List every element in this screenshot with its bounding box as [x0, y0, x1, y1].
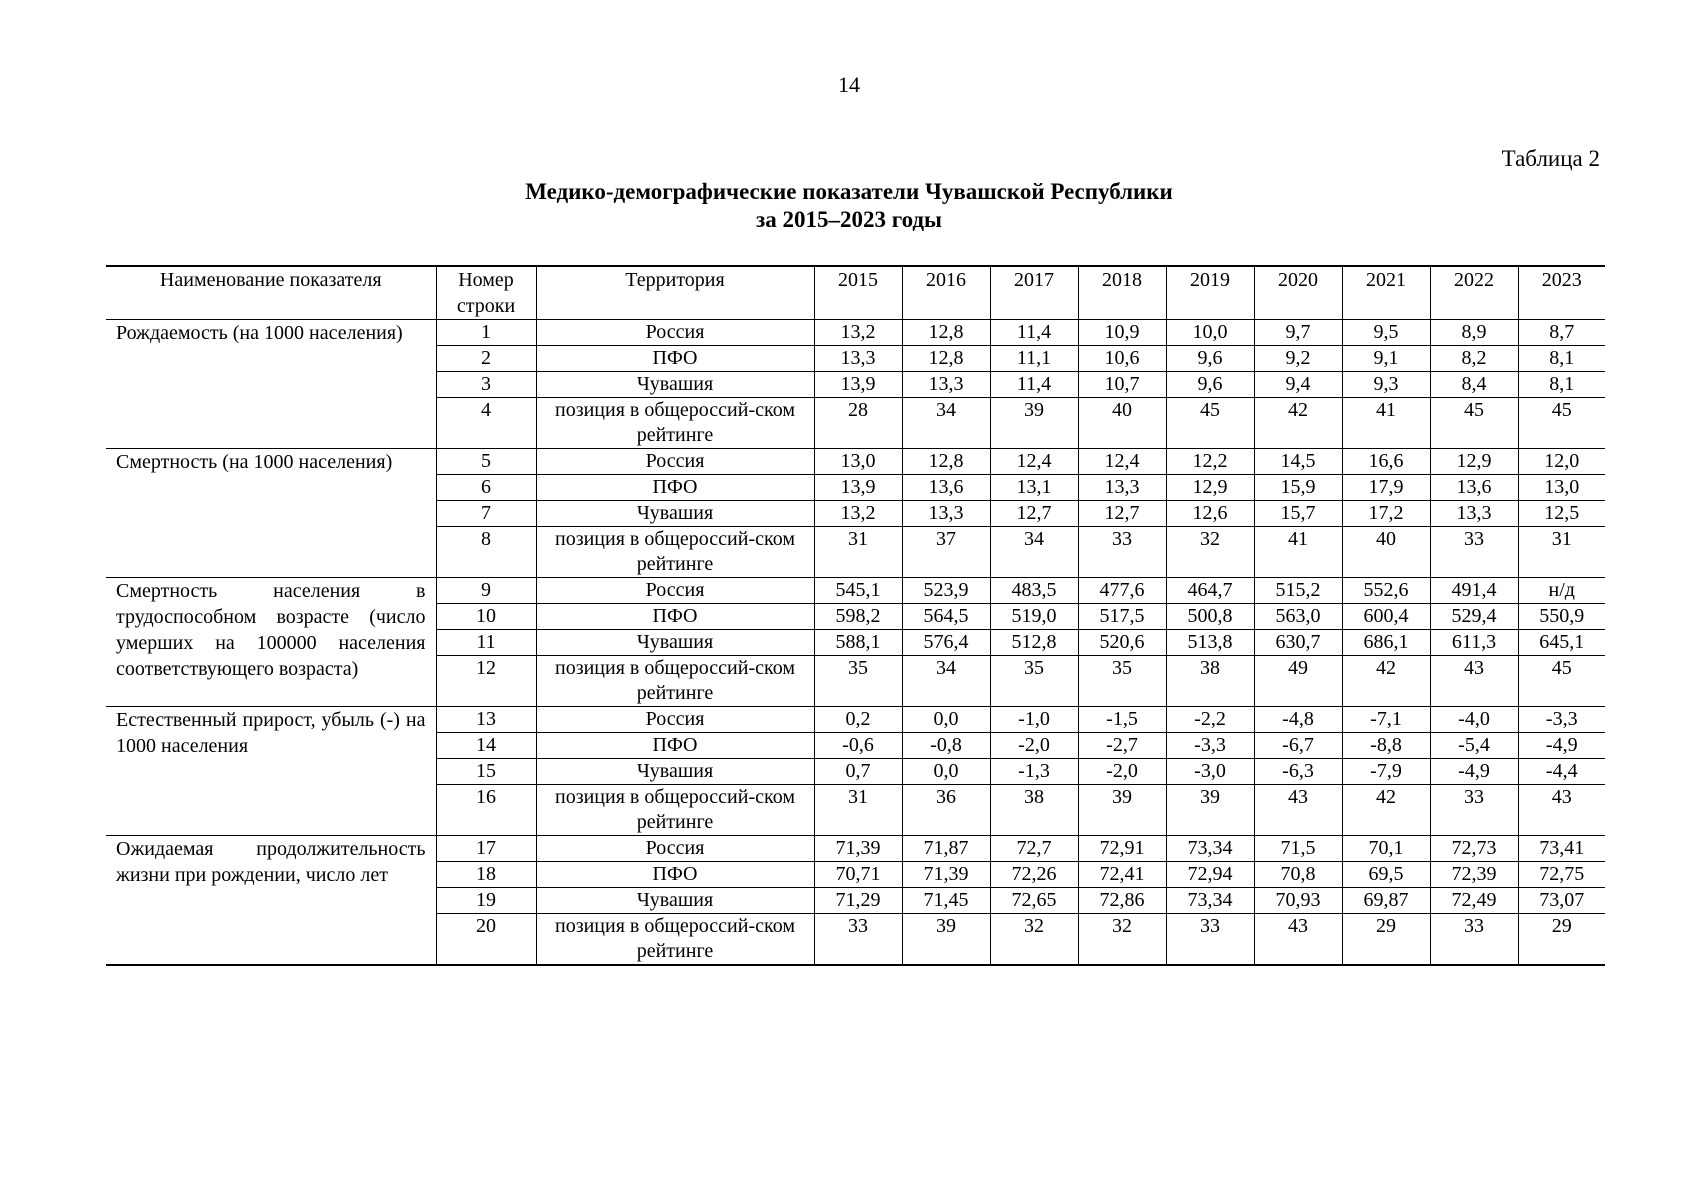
territory-cell: позиция в общероссий-ском рейтинге	[536, 785, 814, 836]
row-number-cell: 7	[436, 501, 536, 527]
value-cell: 72,26	[990, 862, 1078, 888]
value-cell: 73,41	[1518, 836, 1605, 862]
value-cell: 491,4	[1430, 578, 1518, 604]
territory-cell: Чувашия	[536, 759, 814, 785]
value-cell: 9,2	[1254, 346, 1342, 372]
table-body	[106, 320, 1605, 966]
table-label: Таблица 2	[1501, 146, 1600, 171]
value-cell: 13,3	[1430, 501, 1518, 527]
value-cell: 0,0	[902, 759, 990, 785]
territory-cell: Чувашия	[536, 501, 814, 527]
value-cell: 70,93	[1254, 888, 1342, 914]
value-cell: 29	[1342, 914, 1430, 966]
indicator-name-cell: Естественный прирост, убыль (-) на 1000 населения	[106, 707, 436, 836]
row-number-cell: 6	[436, 475, 536, 501]
value-cell: 12,5	[1518, 501, 1605, 527]
value-cell: -7,1	[1342, 707, 1430, 733]
value-cell: -8,8	[1342, 733, 1430, 759]
value-cell: 515,2	[1254, 578, 1342, 604]
territory-cell: позиция в общероссий-ском рейтинге	[536, 527, 814, 578]
territory-cell: Россия	[536, 320, 814, 346]
value-cell: 70,8	[1254, 862, 1342, 888]
territory-cell: Россия	[536, 449, 814, 475]
value-cell: 8,1	[1518, 372, 1605, 398]
value-cell: 12,7	[990, 501, 1078, 527]
value-cell: 69,87	[1342, 888, 1430, 914]
value-cell: 32	[1166, 527, 1254, 578]
value-cell: 12,4	[990, 449, 1078, 475]
value-cell: 13,1	[990, 475, 1078, 501]
value-cell: 17,9	[1342, 475, 1430, 501]
territory-cell: ПФО	[536, 346, 814, 372]
value-cell: 41	[1254, 527, 1342, 578]
territory-cell: ПФО	[536, 604, 814, 630]
table-row	[106, 707, 1605, 733]
value-cell: 38	[1166, 656, 1254, 707]
value-cell: 72,65	[990, 888, 1078, 914]
value-cell: 12,8	[902, 320, 990, 346]
value-cell: 12,2	[1166, 449, 1254, 475]
value-cell: -3,3	[1166, 733, 1254, 759]
value-cell: 45	[1518, 398, 1605, 449]
indicator-name-cell: Рождаемость (на 1000 населения)	[106, 320, 436, 449]
value-cell: 8,7	[1518, 320, 1605, 346]
value-cell: 9,6	[1166, 346, 1254, 372]
value-cell: 13,3	[814, 346, 902, 372]
value-cell: 33	[1166, 914, 1254, 966]
title-line-2: за 2015–2023 годы	[755, 207, 943, 232]
value-cell: 464,7	[1166, 578, 1254, 604]
value-cell: 600,4	[1342, 604, 1430, 630]
value-cell: 13,3	[902, 501, 990, 527]
value-cell: -4,0	[1430, 707, 1518, 733]
value-cell: 33	[1430, 914, 1518, 966]
value-cell: 13,3	[902, 372, 990, 398]
territory-cell: Россия	[536, 578, 814, 604]
row-number-cell: 3	[436, 372, 536, 398]
value-cell: 11,1	[990, 346, 1078, 372]
document-title	[0, 178, 1698, 234]
value-cell: 563,0	[1254, 604, 1342, 630]
value-cell: 33	[1430, 527, 1518, 578]
value-cell: 33	[1430, 785, 1518, 836]
header-year: 2023	[1518, 266, 1605, 320]
row-number-cell: 12	[436, 656, 536, 707]
territory-cell: Россия	[536, 707, 814, 733]
value-cell: 33	[1078, 527, 1166, 578]
value-cell: 33	[814, 914, 902, 966]
value-cell: 72,94	[1166, 862, 1254, 888]
value-cell: 71,39	[902, 862, 990, 888]
value-cell: 72,73	[1430, 836, 1518, 862]
value-cell: -0,8	[902, 733, 990, 759]
value-cell: -1,3	[990, 759, 1078, 785]
row-number-cell: 5	[436, 449, 536, 475]
value-cell: -3,0	[1166, 759, 1254, 785]
value-cell: 12,8	[902, 449, 990, 475]
value-cell: 29	[1518, 914, 1605, 966]
header-indicator: Наименование показателя	[106, 266, 436, 320]
header-year: 2021	[1342, 266, 1430, 320]
table-row	[106, 320, 1605, 346]
value-cell: 37	[902, 527, 990, 578]
header-year: 2016	[902, 266, 990, 320]
value-cell: 32	[1078, 914, 1166, 966]
value-cell: 8,2	[1430, 346, 1518, 372]
header-year: 2018	[1078, 266, 1166, 320]
value-cell: -4,9	[1430, 759, 1518, 785]
value-cell: 34	[902, 398, 990, 449]
row-number-cell: 9	[436, 578, 536, 604]
header-year: 2019	[1166, 266, 1254, 320]
header-year: 2020	[1254, 266, 1342, 320]
value-cell: 483,5	[990, 578, 1078, 604]
value-cell: 71,29	[814, 888, 902, 914]
value-cell: 12,4	[1078, 449, 1166, 475]
indicator-name-cell: Смертность (на 1000 населения)	[106, 449, 436, 578]
header-row-number: Номер строки	[436, 266, 536, 320]
value-cell: 38	[990, 785, 1078, 836]
value-cell: 31	[814, 785, 902, 836]
value-cell: 9,6	[1166, 372, 1254, 398]
value-cell: 70,71	[814, 862, 902, 888]
value-cell: 529,4	[1430, 604, 1518, 630]
value-cell: 43	[1254, 914, 1342, 966]
value-cell: -1,5	[1078, 707, 1166, 733]
territory-cell: позиция в общероссий-ском рейтинге	[536, 656, 814, 707]
header-year: 2017	[990, 266, 1078, 320]
row-number-cell: 8	[436, 527, 536, 578]
value-cell: 13,9	[814, 372, 902, 398]
value-cell: 588,1	[814, 630, 902, 656]
value-cell: 12,8	[902, 346, 990, 372]
value-cell: 35	[1078, 656, 1166, 707]
row-number-cell: 20	[436, 914, 536, 966]
value-cell: 35	[990, 656, 1078, 707]
indicator-name-cell: Смертность населения в трудоспособном возрасте (число умерших на 100000 населения соответствующего возраста)	[106, 578, 436, 707]
value-cell: 70,1	[1342, 836, 1430, 862]
value-cell: -7,9	[1342, 759, 1430, 785]
row-number-cell: 11	[436, 630, 536, 656]
row-number-cell: 13	[436, 707, 536, 733]
value-cell: 73,34	[1166, 836, 1254, 862]
territory-cell: позиция в общероссий-ском рейтинге	[536, 398, 814, 449]
value-cell: 42	[1342, 656, 1430, 707]
row-number-cell: 1	[436, 320, 536, 346]
territory-cell: ПФО	[536, 862, 814, 888]
value-cell: 545,1	[814, 578, 902, 604]
value-cell: 11,4	[990, 372, 1078, 398]
page-number: 14	[838, 72, 860, 97]
value-cell: 40	[1078, 398, 1166, 449]
value-cell: 12,9	[1166, 475, 1254, 501]
value-cell: 35	[814, 656, 902, 707]
value-cell: 500,8	[1166, 604, 1254, 630]
value-cell: 13,0	[814, 449, 902, 475]
value-cell: 14,5	[1254, 449, 1342, 475]
header-year: 2015	[814, 266, 902, 320]
row-number-cell: 18	[436, 862, 536, 888]
header-territory: Территория	[536, 266, 814, 320]
indicators-table	[106, 265, 1605, 966]
value-cell: 49	[1254, 656, 1342, 707]
value-cell: -2,0	[990, 733, 1078, 759]
header-row	[106, 266, 1605, 320]
value-cell: 477,6	[1078, 578, 1166, 604]
value-cell: -0,6	[814, 733, 902, 759]
value-cell: 686,1	[1342, 630, 1430, 656]
value-cell: 72,86	[1078, 888, 1166, 914]
value-cell: 15,9	[1254, 475, 1342, 501]
territory-cell: ПФО	[536, 733, 814, 759]
value-cell: -1,0	[990, 707, 1078, 733]
value-cell: 0,2	[814, 707, 902, 733]
value-cell: -4,4	[1518, 759, 1605, 785]
value-cell: 40	[1342, 527, 1430, 578]
value-cell: 12,6	[1166, 501, 1254, 527]
value-cell: -4,9	[1518, 733, 1605, 759]
value-cell: 28	[814, 398, 902, 449]
value-cell: 72,75	[1518, 862, 1605, 888]
row-number-cell: 2	[436, 346, 536, 372]
value-cell: 31	[1518, 527, 1605, 578]
value-cell: 13,9	[814, 475, 902, 501]
table-row	[106, 578, 1605, 604]
value-cell: 512,8	[990, 630, 1078, 656]
value-cell: 73,34	[1166, 888, 1254, 914]
value-cell: 32	[990, 914, 1078, 966]
value-cell: 73,07	[1518, 888, 1605, 914]
value-cell: н/д	[1518, 578, 1605, 604]
value-cell: 39	[990, 398, 1078, 449]
value-cell: 0,0	[902, 707, 990, 733]
title-line-1: Медико-демографические показатели Чувашской Республики	[525, 179, 1173, 204]
value-cell: 13,6	[902, 475, 990, 501]
value-cell: 10,9	[1078, 320, 1166, 346]
value-cell: 71,87	[902, 836, 990, 862]
value-cell: 552,6	[1342, 578, 1430, 604]
value-cell: 72,91	[1078, 836, 1166, 862]
value-cell: 517,5	[1078, 604, 1166, 630]
value-cell: 12,0	[1518, 449, 1605, 475]
value-cell: 36	[902, 785, 990, 836]
value-cell: 12,7	[1078, 501, 1166, 527]
value-cell: 45	[1166, 398, 1254, 449]
value-cell: 72,7	[990, 836, 1078, 862]
territory-cell: Чувашия	[536, 372, 814, 398]
value-cell: 520,6	[1078, 630, 1166, 656]
value-cell: 43	[1518, 785, 1605, 836]
value-cell: 519,0	[990, 604, 1078, 630]
value-cell: 71,39	[814, 836, 902, 862]
value-cell: -5,4	[1430, 733, 1518, 759]
value-cell: 10,6	[1078, 346, 1166, 372]
value-cell: 45	[1518, 656, 1605, 707]
value-cell: 16,6	[1342, 449, 1430, 475]
value-cell: -2,2	[1166, 707, 1254, 733]
value-cell: 564,5	[902, 604, 990, 630]
row-number-cell: 17	[436, 836, 536, 862]
value-cell: 9,1	[1342, 346, 1430, 372]
value-cell: 611,3	[1430, 630, 1518, 656]
value-cell: 13,2	[814, 320, 902, 346]
value-cell: -6,3	[1254, 759, 1342, 785]
value-cell: 15,7	[1254, 501, 1342, 527]
value-cell: 72,41	[1078, 862, 1166, 888]
value-cell: 43	[1254, 785, 1342, 836]
value-cell: 8,9	[1430, 320, 1518, 346]
value-cell: 71,45	[902, 888, 990, 914]
value-cell: 34	[902, 656, 990, 707]
row-number-cell: 10	[436, 604, 536, 630]
value-cell: 598,2	[814, 604, 902, 630]
row-number-cell: 14	[436, 733, 536, 759]
table-row	[106, 449, 1605, 475]
value-cell: 69,5	[1342, 862, 1430, 888]
value-cell: 13,2	[814, 501, 902, 527]
value-cell: 0,7	[814, 759, 902, 785]
value-cell: -2,0	[1078, 759, 1166, 785]
value-cell: 576,4	[902, 630, 990, 656]
row-number-cell: 15	[436, 759, 536, 785]
value-cell: 45	[1430, 398, 1518, 449]
value-cell: 39	[1166, 785, 1254, 836]
territory-cell: ПФО	[536, 475, 814, 501]
value-cell: 12,9	[1430, 449, 1518, 475]
value-cell: 43	[1430, 656, 1518, 707]
value-cell: 645,1	[1518, 630, 1605, 656]
value-cell: 71,5	[1254, 836, 1342, 862]
territory-cell: Чувашия	[536, 888, 814, 914]
value-cell: 13,0	[1518, 475, 1605, 501]
value-cell: 8,4	[1430, 372, 1518, 398]
value-cell: -4,8	[1254, 707, 1342, 733]
value-cell: 9,3	[1342, 372, 1430, 398]
value-cell: 41	[1342, 398, 1430, 449]
value-cell: 13,3	[1078, 475, 1166, 501]
value-cell: 31	[814, 527, 902, 578]
value-cell: -2,7	[1078, 733, 1166, 759]
value-cell: -6,7	[1254, 733, 1342, 759]
row-number-cell: 4	[436, 398, 536, 449]
row-number-cell: 16	[436, 785, 536, 836]
value-cell: 72,49	[1430, 888, 1518, 914]
value-cell: 10,7	[1078, 372, 1166, 398]
value-cell: 630,7	[1254, 630, 1342, 656]
value-cell: 9,4	[1254, 372, 1342, 398]
value-cell: 72,39	[1430, 862, 1518, 888]
value-cell: 10,0	[1166, 320, 1254, 346]
value-cell: -3,3	[1518, 707, 1605, 733]
indicator-name-cell: Ожидаемая продолжительность жизни при рождении, число лет	[106, 836, 436, 966]
value-cell: 17,2	[1342, 501, 1430, 527]
value-cell: 11,4	[990, 320, 1078, 346]
table-row	[106, 836, 1605, 862]
header-year: 2022	[1430, 266, 1518, 320]
value-cell: 513,8	[1166, 630, 1254, 656]
value-cell: 9,5	[1342, 320, 1430, 346]
territory-cell: позиция в общероссий-ском рейтинге	[536, 914, 814, 966]
value-cell: 39	[902, 914, 990, 966]
value-cell: 550,9	[1518, 604, 1605, 630]
row-number-cell: 19	[436, 888, 536, 914]
value-cell: 34	[990, 527, 1078, 578]
value-cell: 9,7	[1254, 320, 1342, 346]
territory-cell: Чувашия	[536, 630, 814, 656]
value-cell: 523,9	[902, 578, 990, 604]
value-cell: 42	[1254, 398, 1342, 449]
value-cell: 13,6	[1430, 475, 1518, 501]
value-cell: 39	[1078, 785, 1166, 836]
territory-cell: Россия	[536, 836, 814, 862]
value-cell: 8,1	[1518, 346, 1605, 372]
value-cell: 42	[1342, 785, 1430, 836]
